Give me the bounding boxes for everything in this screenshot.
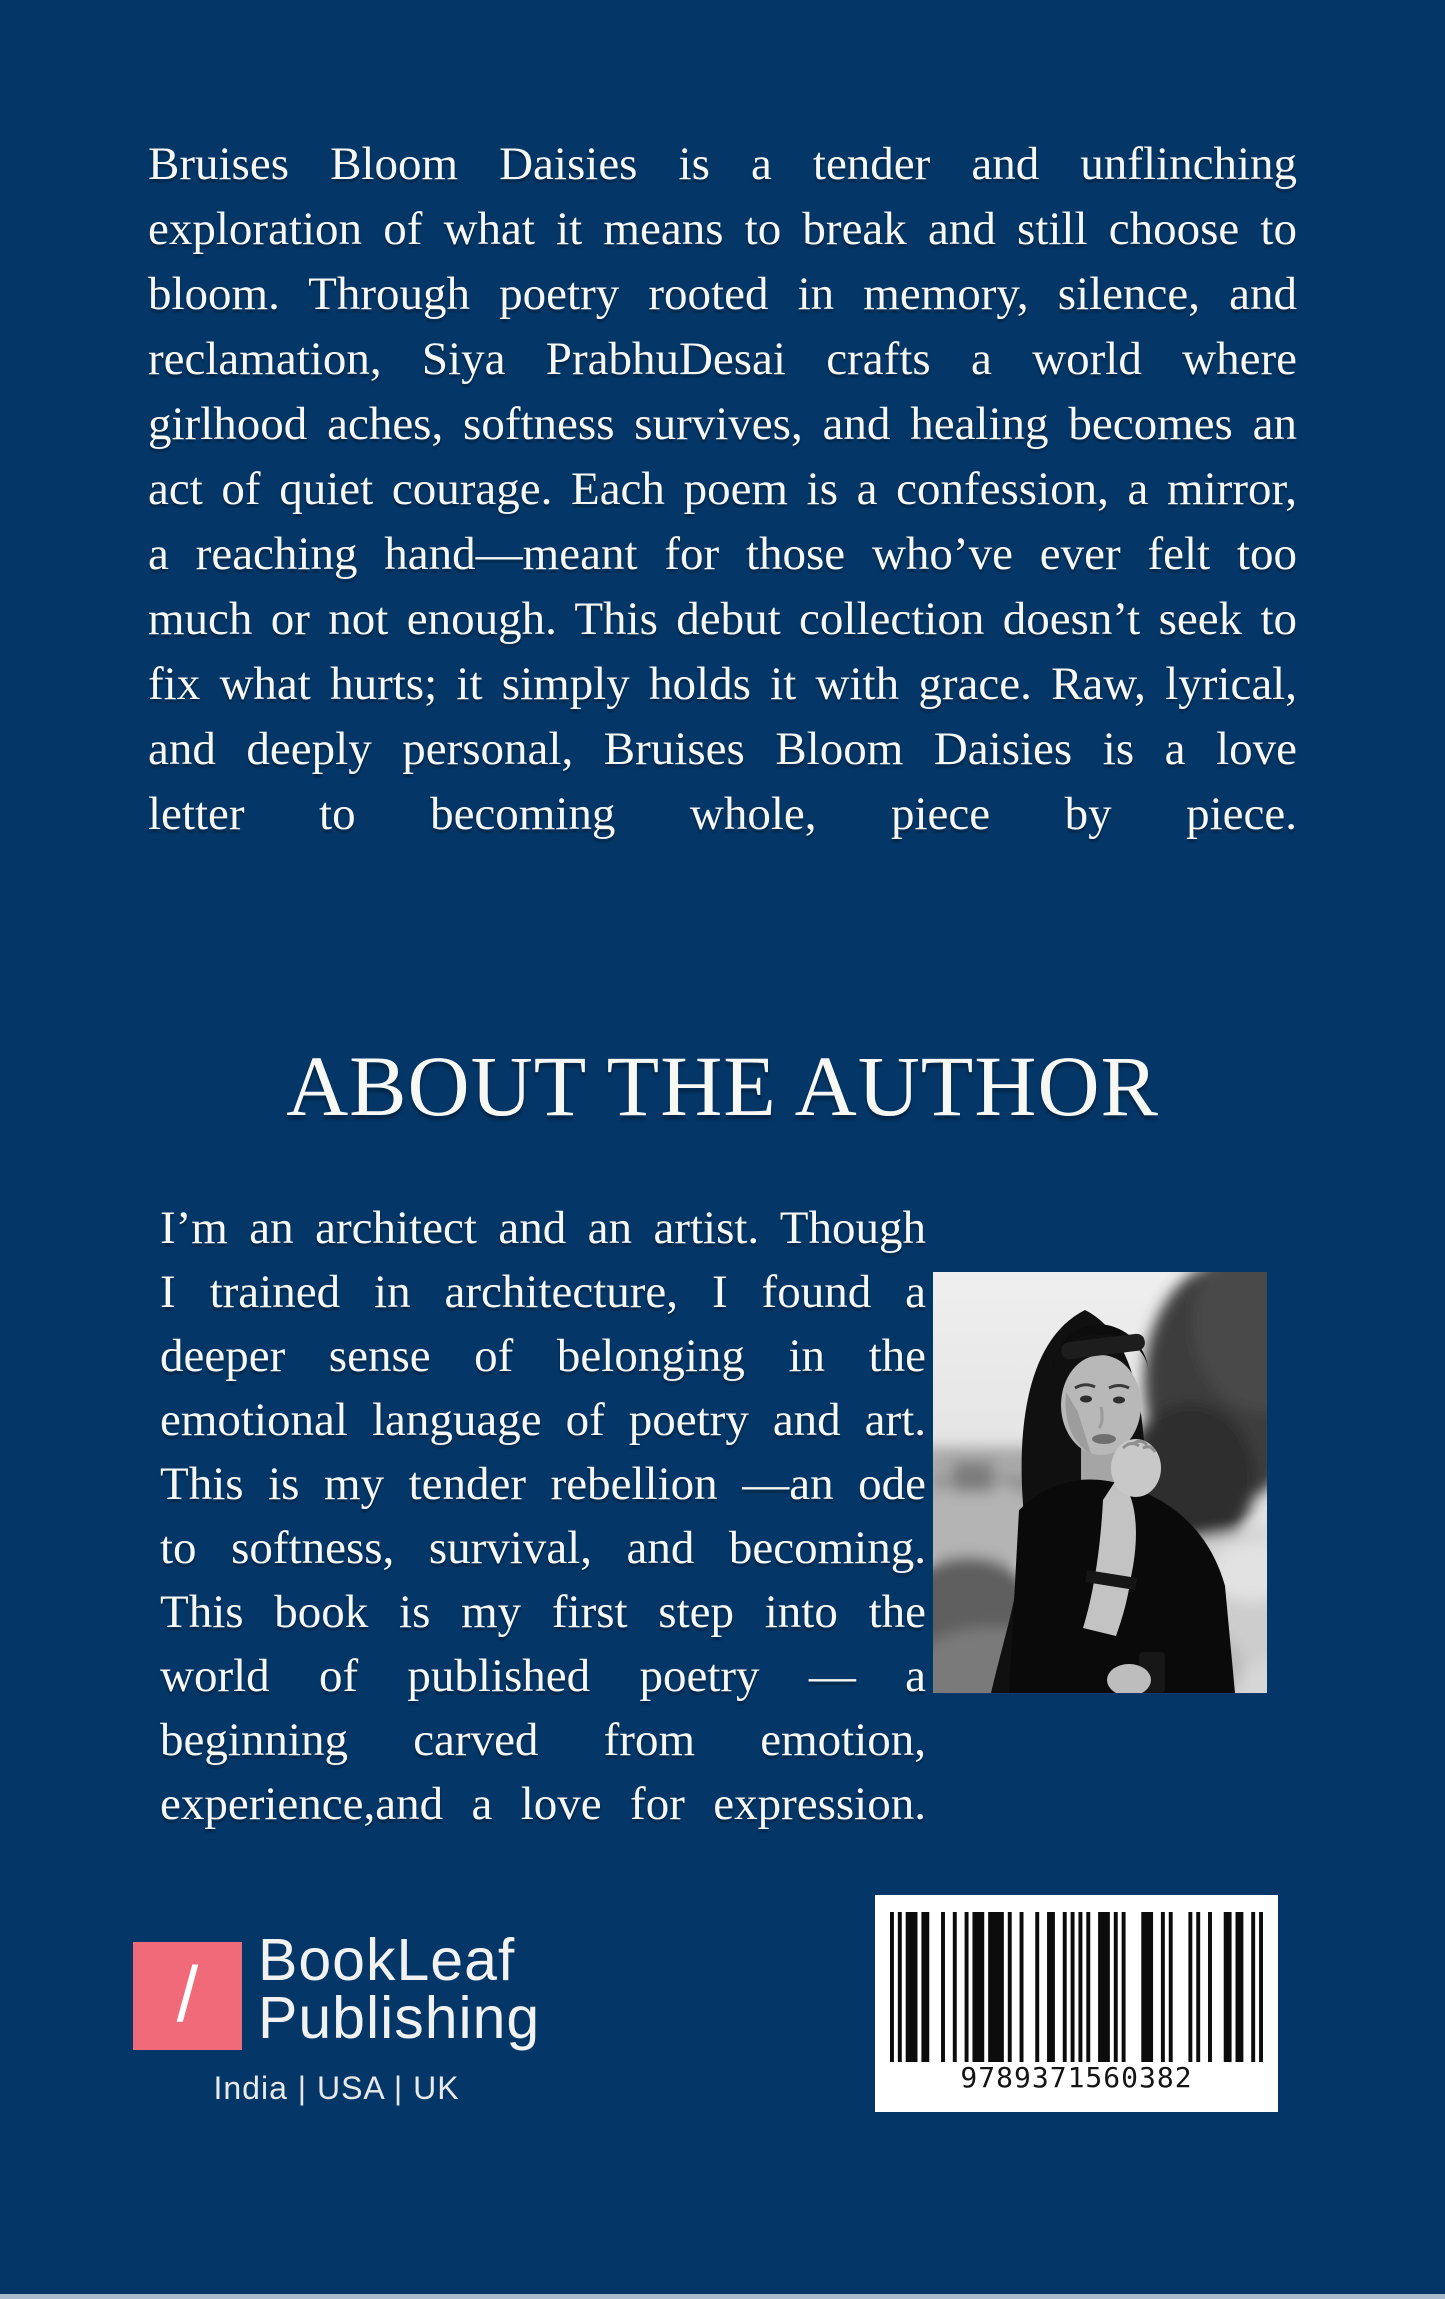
barcode-bars-wrap	[890, 1912, 1263, 2062]
author-bio	[160, 1196, 926, 1836]
publisher-logo-mark	[133, 1942, 242, 2050]
barcode-panel	[875, 1895, 1278, 2112]
author-photo-image	[933, 1272, 1267, 1693]
publisher-wordmark	[258, 1927, 541, 2051]
slash-icon: /	[176, 1950, 199, 2038]
synopsis-line: reclamation, Siya PrabhuDesai crafts a world where	[148, 333, 1297, 385]
about-the-author-heading: ABOUT THE AUTHOR	[286, 1038, 1159, 1134]
bio-line: This book is my first step into the	[160, 1586, 926, 1638]
bio-line: This is my tender rebellion —an ode	[160, 1458, 926, 1510]
synopsis-line: and deeply personal, Bruises Bloom Daisies is a love	[148, 723, 1297, 775]
synopsis-line: a reaching hand—meant for those who’ve ever felt too	[148, 528, 1297, 580]
publisher-name-line1: BookLeaf	[258, 1927, 516, 1993]
synopsis-line: exploration of what it means to break and still choose to	[148, 203, 1297, 255]
bio-line: I’m an architect and an artist. Though	[160, 1202, 926, 1254]
synopsis-line: bloom. Through poetry rooted in memory, silence, and	[148, 268, 1297, 320]
synopsis-line: Bruises Bloom Daisies is a tender and unflinching	[148, 138, 1297, 190]
bio-line: beginning carved from emotion,	[160, 1714, 926, 1766]
bio-line: emotional language of poetry and art.	[160, 1394, 926, 1446]
synopsis-line: much or not enough. This debut collection doesn’t seek to	[148, 593, 1297, 645]
bio-line: world of published poetry — a	[160, 1650, 926, 1702]
synopsis-line: girlhood aches, softness survives, and healing becomes an	[148, 398, 1297, 450]
bio-line: to softness, survival, and becoming.	[160, 1522, 926, 1574]
synopsis-line: act of quiet courage. Each poem is a confession, a mirror,	[148, 463, 1297, 515]
barcode-number: 9789371560382	[960, 2061, 1193, 2094]
bio-line: deeper sense of belonging in the	[160, 1330, 926, 1382]
publisher-regions: India | USA | UK	[213, 2070, 460, 2106]
synopsis-line: letter to becoming whole, piece by piece.	[148, 788, 1297, 840]
bio-line: experience,and a love for expression.	[160, 1778, 926, 1830]
barcode-bars	[890, 1912, 1263, 2062]
synopsis-paragraph	[148, 132, 1297, 847]
bio-line: I trained in architecture, I found a	[160, 1266, 926, 1318]
page-bottom-edge	[0, 2294, 1445, 2299]
synopsis-line: fix what hurts; it simply holds it with grace. Raw, lyrical,	[148, 658, 1297, 710]
publisher-name-line2: Publishing	[258, 1985, 541, 2051]
author-photo	[933, 1272, 1267, 1693]
